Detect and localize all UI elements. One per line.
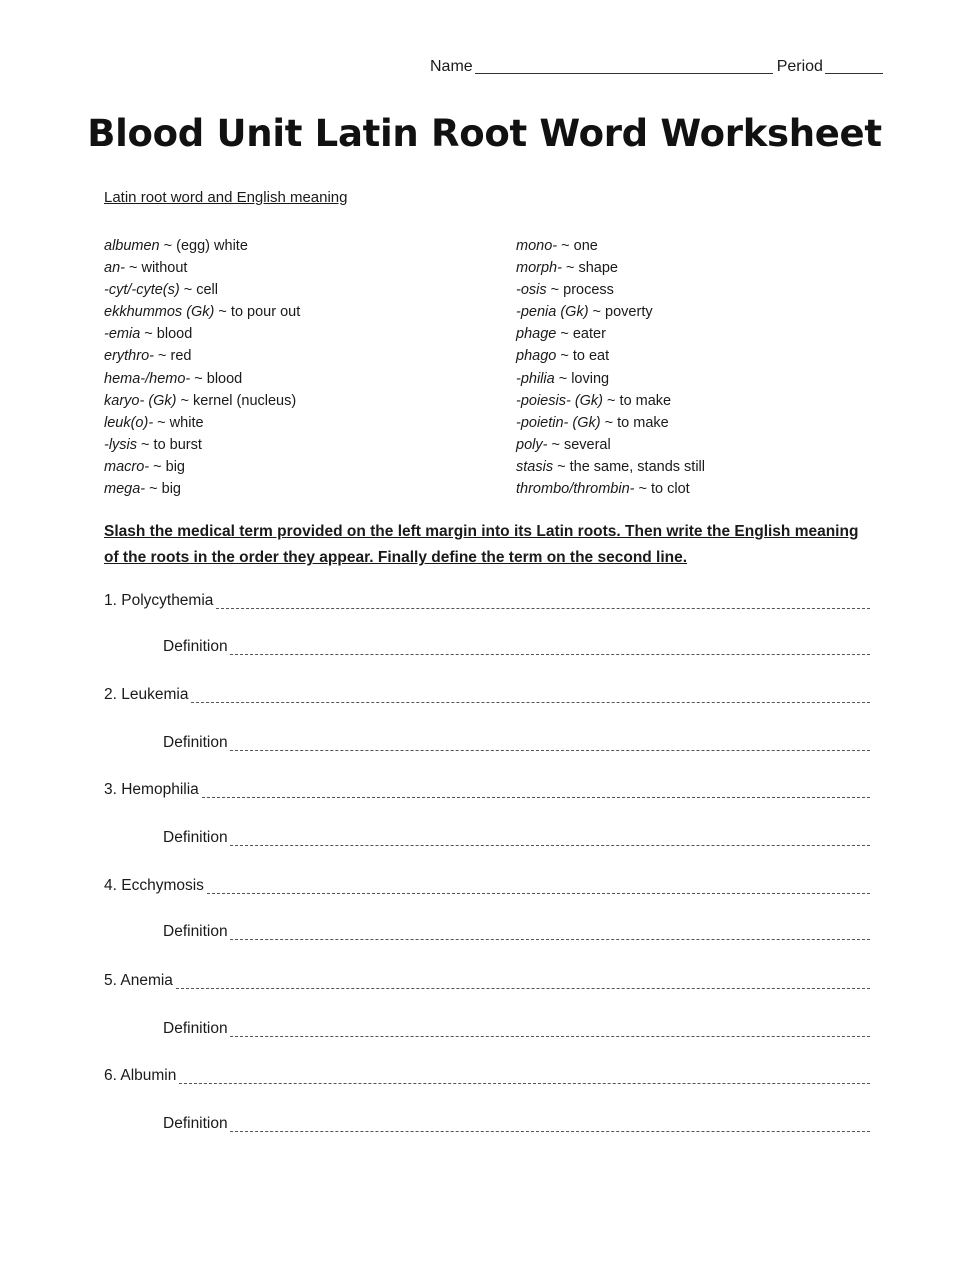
root-item: -osis ~ process	[516, 282, 614, 299]
definition-blank[interactable]	[230, 640, 870, 655]
definition-label: Definition	[163, 1020, 228, 1037]
answer-blank[interactable]	[191, 688, 870, 703]
question-5	[104, 972, 870, 990]
root-item: albumen ~ (egg) white	[104, 238, 248, 254]
question-label: 6. Albumin	[104, 1067, 177, 1084]
root-item: phago ~ to eat	[516, 348, 610, 365]
answer-blank[interactable]	[216, 594, 870, 609]
period-label: Period	[776, 58, 823, 75]
definition-6	[163, 1115, 870, 1133]
root-item: -emia ~ blood	[104, 326, 193, 343]
definition-label: Definition	[163, 829, 228, 846]
question-4	[104, 877, 870, 895]
page-title: Blood Unit Latin Root Word Worksheet	[87, 112, 882, 155]
definition-1	[163, 638, 870, 656]
answer-blank[interactable]	[176, 974, 870, 989]
root-item: -cyt/-cyte(s) ~ cell	[104, 282, 219, 299]
definition-4	[163, 923, 870, 941]
definition-label: Definition	[163, 734, 228, 751]
answer-blank[interactable]	[202, 783, 870, 798]
root-item: an- ~ without	[104, 260, 188, 277]
root-item: -poietin- (Gk) ~ to make	[516, 414, 669, 431]
definition-blank[interactable]	[230, 1022, 870, 1037]
definition-label: Definition	[163, 923, 228, 940]
question-label: 2. Leukemia	[104, 686, 189, 703]
definition-5	[163, 1020, 870, 1038]
period-blank[interactable]	[825, 58, 883, 74]
root-item: -philia ~ loving	[516, 370, 610, 387]
definition-label: Definition	[163, 1115, 228, 1132]
root-item: mono- ~ one	[516, 238, 598, 254]
root-item: -penia (Gk) ~ poverty	[516, 304, 653, 321]
name-label: Name	[430, 58, 473, 75]
answer-blank[interactable]	[207, 879, 870, 894]
answer-blank[interactable]	[179, 1069, 870, 1084]
root-item: ekkhummos (Gk) ~ to pour out	[104, 304, 301, 321]
question-label: 3. Hemophilia	[104, 781, 199, 798]
root-item: -lysis ~ to burst	[104, 436, 202, 453]
question-label: 5. Anemia	[104, 972, 173, 989]
root-item: morph- ~ shape	[516, 260, 618, 277]
question-6	[104, 1067, 870, 1085]
root-item: phage ~ eater	[516, 326, 606, 343]
definition-3	[163, 829, 870, 847]
definition-blank[interactable]	[230, 1117, 870, 1132]
definition-blank[interactable]	[230, 925, 870, 940]
root-item: karyo- (Gk) ~ kernel (nucleus)	[104, 392, 297, 409]
definition-2	[163, 734, 870, 752]
question-2	[104, 686, 870, 704]
root-word-list	[104, 235, 864, 500]
instructions: Slash the medical term provided on the left margin into its Latin roots. Then write the English meaning of the roots in the order they appear. Finally define the term on the second line.	[104, 523, 859, 566]
root-item: erythro- ~ red	[104, 348, 192, 365]
question-label: 4. Ecchymosis	[104, 877, 204, 894]
name-blank[interactable]	[475, 58, 773, 74]
definition-blank[interactable]	[230, 736, 870, 751]
question-label: 1. Polycythemia	[104, 592, 214, 609]
definition-label: Definition	[163, 638, 228, 655]
root-item: hema-/hemo- ~ blood	[104, 370, 243, 387]
root-list-left	[104, 235, 516, 500]
root-item: stasis ~ the same, stands still	[516, 458, 705, 475]
root-item: thrombo/thrombin- ~ to clot	[516, 481, 690, 498]
root-item: -poiesis- (Gk) ~ to make	[516, 392, 672, 409]
question-1	[104, 592, 870, 610]
root-item: poly- ~ several	[516, 436, 611, 453]
root-item: macro- ~ big	[104, 458, 185, 475]
root-list-right	[516, 235, 705, 500]
header-name-period	[430, 58, 910, 76]
definition-blank[interactable]	[230, 831, 870, 846]
root-item: leuk(o)- ~ white	[104, 414, 204, 431]
root-item: mega- ~ big	[104, 481, 181, 498]
question-3	[104, 781, 870, 799]
section-heading: Latin root word and English meaning	[104, 189, 348, 206]
